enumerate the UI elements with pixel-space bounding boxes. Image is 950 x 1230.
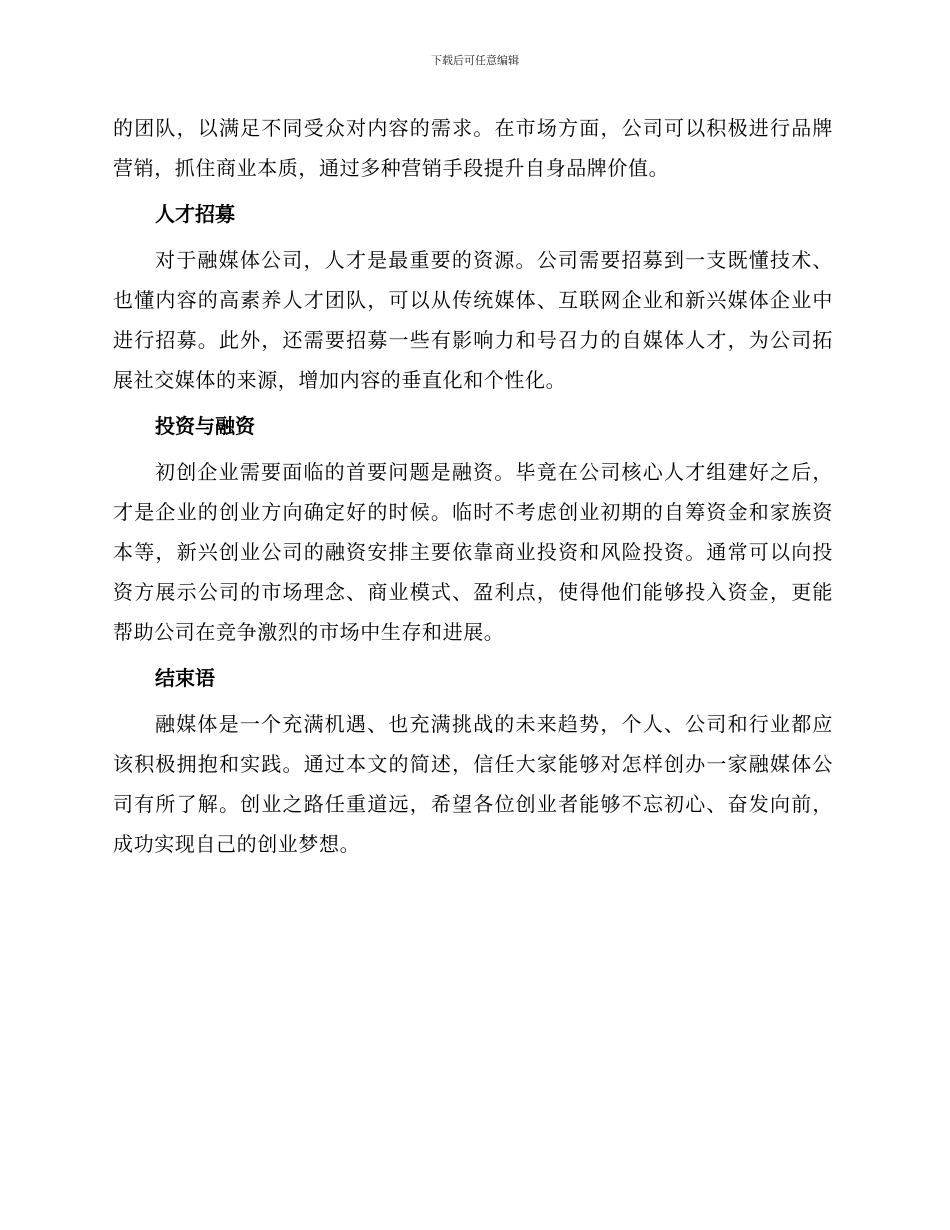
section-body-talent: 对于融媒体公司，人才是最重要的资源。公司需要招募到一支既懂技术、也懂内容的高素养人才团队，可以从传统媒体、互联网企业和新兴媒体企业中进行招募。此外，还需要招募一些有影响力和号召力的自媒体人才，为公司拓展社交媒体的来源，增加内容的垂直化和个性化。 [113, 248, 833, 392]
section-heading-conclusion: 结束语 [155, 666, 215, 690]
section-heading-investment: 投资与融资 [155, 414, 255, 438]
intro-paragraph: 的团队，以满足不同受众对内容的需求。在市场方面，公司可以积极进行品牌营销，抓住商业本质，通过多种营销手段提升自身品牌价值。 [113, 116, 833, 180]
page-header-note: 下载后可任意编辑 [431, 54, 519, 67]
section-heading-talent: 人才招募 [155, 202, 235, 226]
document-body [113, 108, 833, 864]
section-body-conclusion: 融媒体是一个充满机遇、也充满挑战的未来趋势，个人、公司和行业都应该积极拥抱和实践。通过本文的简述，信任大家能够对怎样创办一家融媒体公司有所了解。创业之路任重道远，希望各位创业者能够不忘初心、奋发向前，成功实现自己的创业梦想。 [113, 712, 833, 856]
section-body-investment: 初创企业需要面临的首要问题是融资。毕竟在公司核心人才组建好之后，才是企业的创业方向确定好的时候。临时不考虑创业初期的自筹资金和家族资本等，新兴创业公司的融资安排主要依靠商业投资和风险投资。通常可以向投资方展示公司的市场理念、商业模式、盈利点，使得他们能够投入资金，更能帮助公司在竞争激烈的市场中生存和进展。 [113, 460, 833, 644]
